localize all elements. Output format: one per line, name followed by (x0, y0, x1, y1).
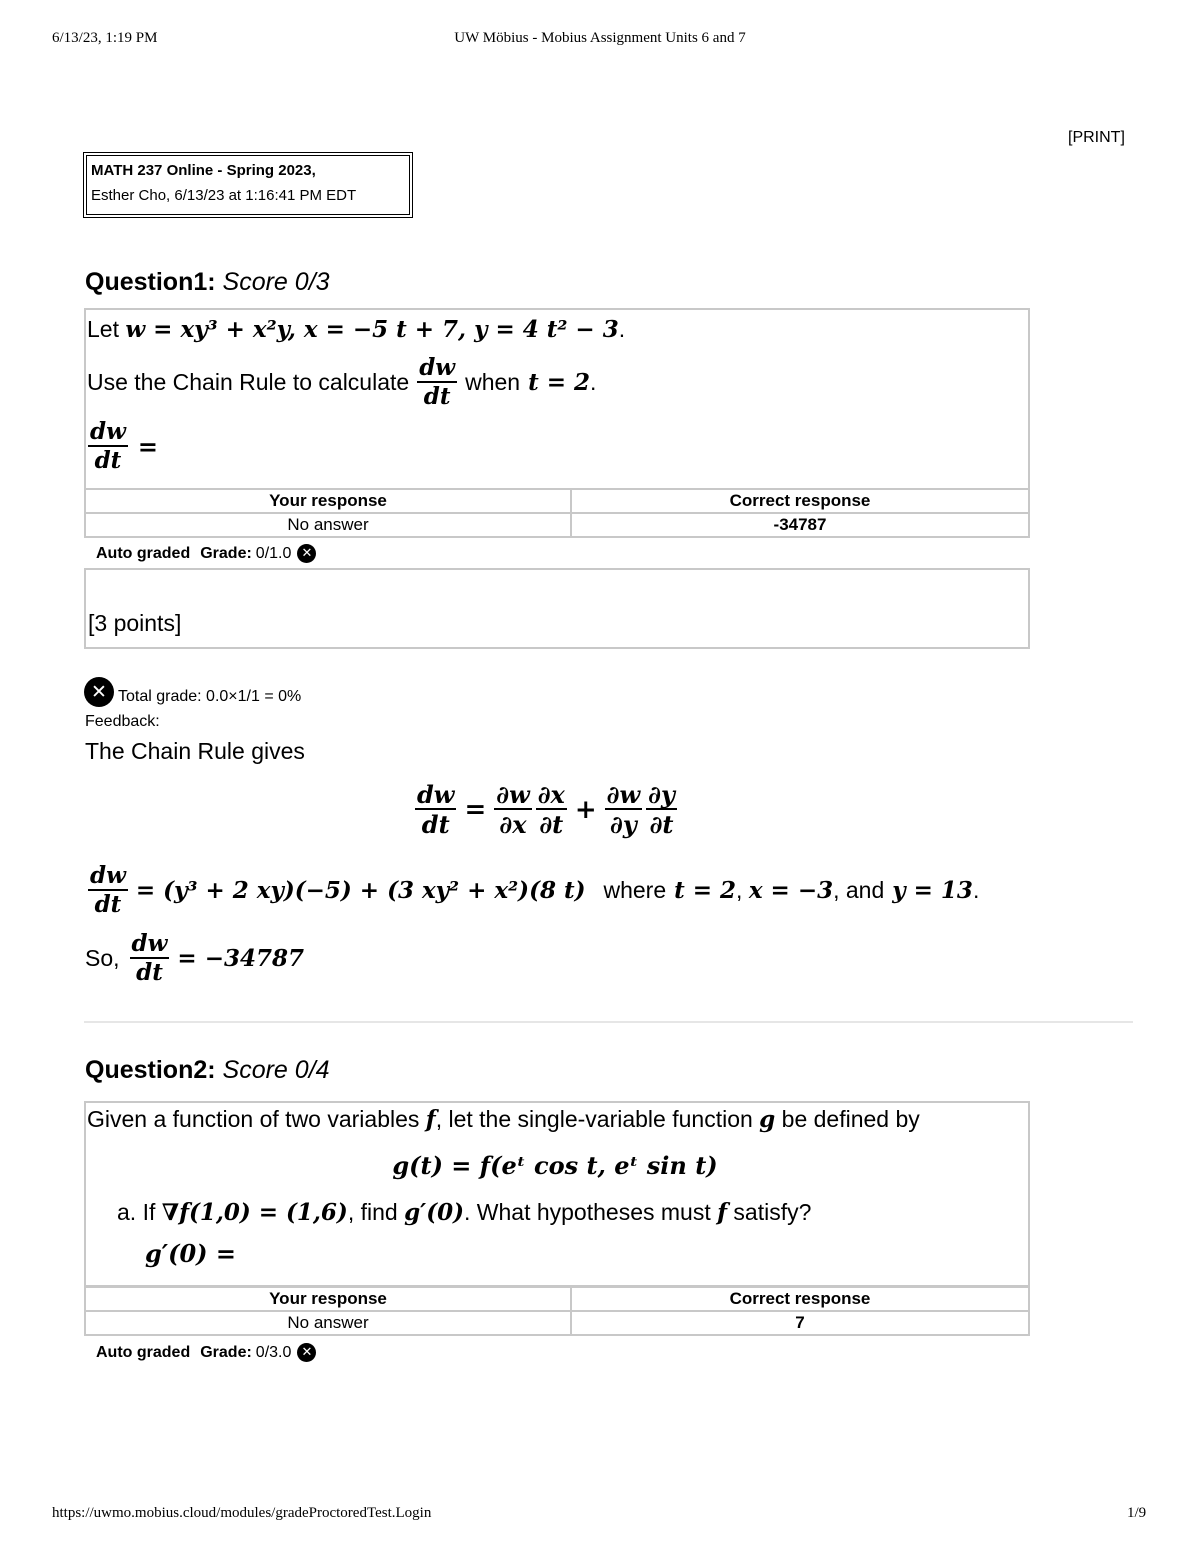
question1-statement: Let w = xy³ + x²y, x = −5 t + 7, y = 4 t² − 3. (87, 316, 626, 343)
grade-label: Grade: (200, 1343, 252, 1361)
answer-fraction: $\frac{dw}{dt}$ (90, 418, 126, 475)
question1-instruction: Use the Chain Rule to calculate $\frac{dw}{dt}$ when t = 2 . (87, 354, 597, 411)
feedback-fraction: $\frac{dw}{dt}$ (90, 862, 126, 919)
correct-response-value: 7 (571, 1311, 1029, 1335)
question2-grade (96, 1343, 316, 1362)
part-a-question: a. If ∇f(1,0) = (1,6), find g′(0). What hypotheses must f satisfy? (117, 1199, 812, 1226)
incorrect-icon: ✕ (297, 544, 316, 563)
grade-label: Grade: (200, 544, 252, 562)
grade-value: 0/3.0 (255, 1343, 292, 1361)
dw-dt-fraction: $\frac{dw}{dt}$ (419, 354, 456, 411)
question1-grade (96, 544, 316, 563)
info-box (83, 152, 413, 218)
total-incorrect-icon: ✕ (84, 677, 114, 707)
correct-response-header: Correct response (571, 1287, 1029, 1311)
your-response-value: No answer (85, 1311, 571, 1335)
feedback-y-value: y = 13 (892, 877, 973, 905)
auto-graded-label: Auto graded (96, 544, 191, 562)
g-definition: g(t) = f(eᵗ cos t, eᵗ sin t) (392, 1151, 718, 1180)
points-label: [3 points] (88, 610, 182, 636)
feedback-expression: $\frac{dw}{dt}$ = (y³ + 2 xy)(−5) + (3 xy² + x²)(8 t) where t = 2 , x = −3 , and y = 13 . (90, 862, 980, 919)
feedback-rhs: = (y³ + 2 xy)(−5) + (3 xy² + x²)(8 t) (135, 877, 586, 905)
correct-response-value: -34787 (571, 513, 1029, 537)
print-page-title: UW Möbius - Mobius Assignment Units 6 and 7 (454, 30, 746, 46)
your-response-header: Your response (85, 489, 571, 513)
footer-page-number: 1/9 (1127, 1505, 1147, 1521)
footer-url: https://uwmo.mobius.cloud/modules/gradeProctoredTest.Login (52, 1505, 432, 1521)
question1-title (85, 268, 330, 297)
question2-statement: Given a function of two variables f, let the single-variable function g be defined by (87, 1106, 920, 1133)
let-word: Let (87, 316, 119, 342)
feedback-intro: The Chain Rule gives (85, 738, 305, 764)
print-datetime: 6/13/23, 1:19 PM (52, 30, 158, 46)
question1-label: Question1: (85, 268, 216, 296)
question1-equation: w = xy³ + x²y, x = −5 t + 7, y = 4 t² − 3 (125, 316, 619, 343)
student-info: Esther Cho, 6/13/23 at 1:16:41 PM EDT (91, 187, 357, 204)
question2-title (85, 1056, 330, 1085)
incorrect-icon: ✕ (297, 1343, 316, 1362)
feedback-x-value: x = −3 (748, 877, 834, 905)
instruction-when: when (465, 369, 521, 396)
question2-label: Question2: (85, 1056, 216, 1084)
question1-score: Score 0/3 (222, 268, 330, 296)
question1-answer-prompt: $\frac{dw}{dt}$ = (90, 418, 158, 475)
auto-graded-label: Auto graded (96, 1343, 191, 1361)
your-response-header: Your response (85, 1287, 571, 1311)
t-value: t = 2 (528, 369, 590, 397)
points-box (84, 568, 1030, 649)
grade-value: 0/1.0 (255, 544, 292, 562)
gradient-condition: ∇f(1,0) = (1,6) (161, 1199, 348, 1226)
question2-score: Score 0/4 (222, 1056, 330, 1084)
total-grade (84, 677, 301, 707)
chain-rule-equation: $\frac{dw}{dt}$ = $\frac{\partial w}{\partial x}$ $\frac{\partial x}{\partial t}$ + $\frac{\partial w}{\partial y}$ $\frac{\partial y}{\partial t}$ (417, 780, 675, 840)
section-divider (84, 1021, 1133, 1023)
total-grade-text: Total grade: 0.0×1/1 = 0% (118, 688, 302, 705)
feedback-t-value: t = 2 (674, 877, 737, 905)
feedback-label: Feedback: (85, 713, 160, 730)
correct-response-header: Correct response (571, 489, 1029, 513)
feedback-result: So, $\frac{dw}{dt}$ = −34787 (85, 930, 304, 987)
question2-answer-prompt: g′(0) = (145, 1239, 236, 1268)
question2-response-table (84, 1286, 1030, 1336)
print-link[interactable]: [PRINT] (1068, 129, 1125, 146)
course-name: MATH 237 Online - Spring 2023, (91, 162, 316, 179)
result-value: = −34787 (177, 945, 304, 973)
instruction-prefix: Use the Chain Rule to calculate (87, 369, 410, 396)
your-response-value: No answer (85, 513, 571, 537)
question1-response-table (84, 488, 1030, 538)
